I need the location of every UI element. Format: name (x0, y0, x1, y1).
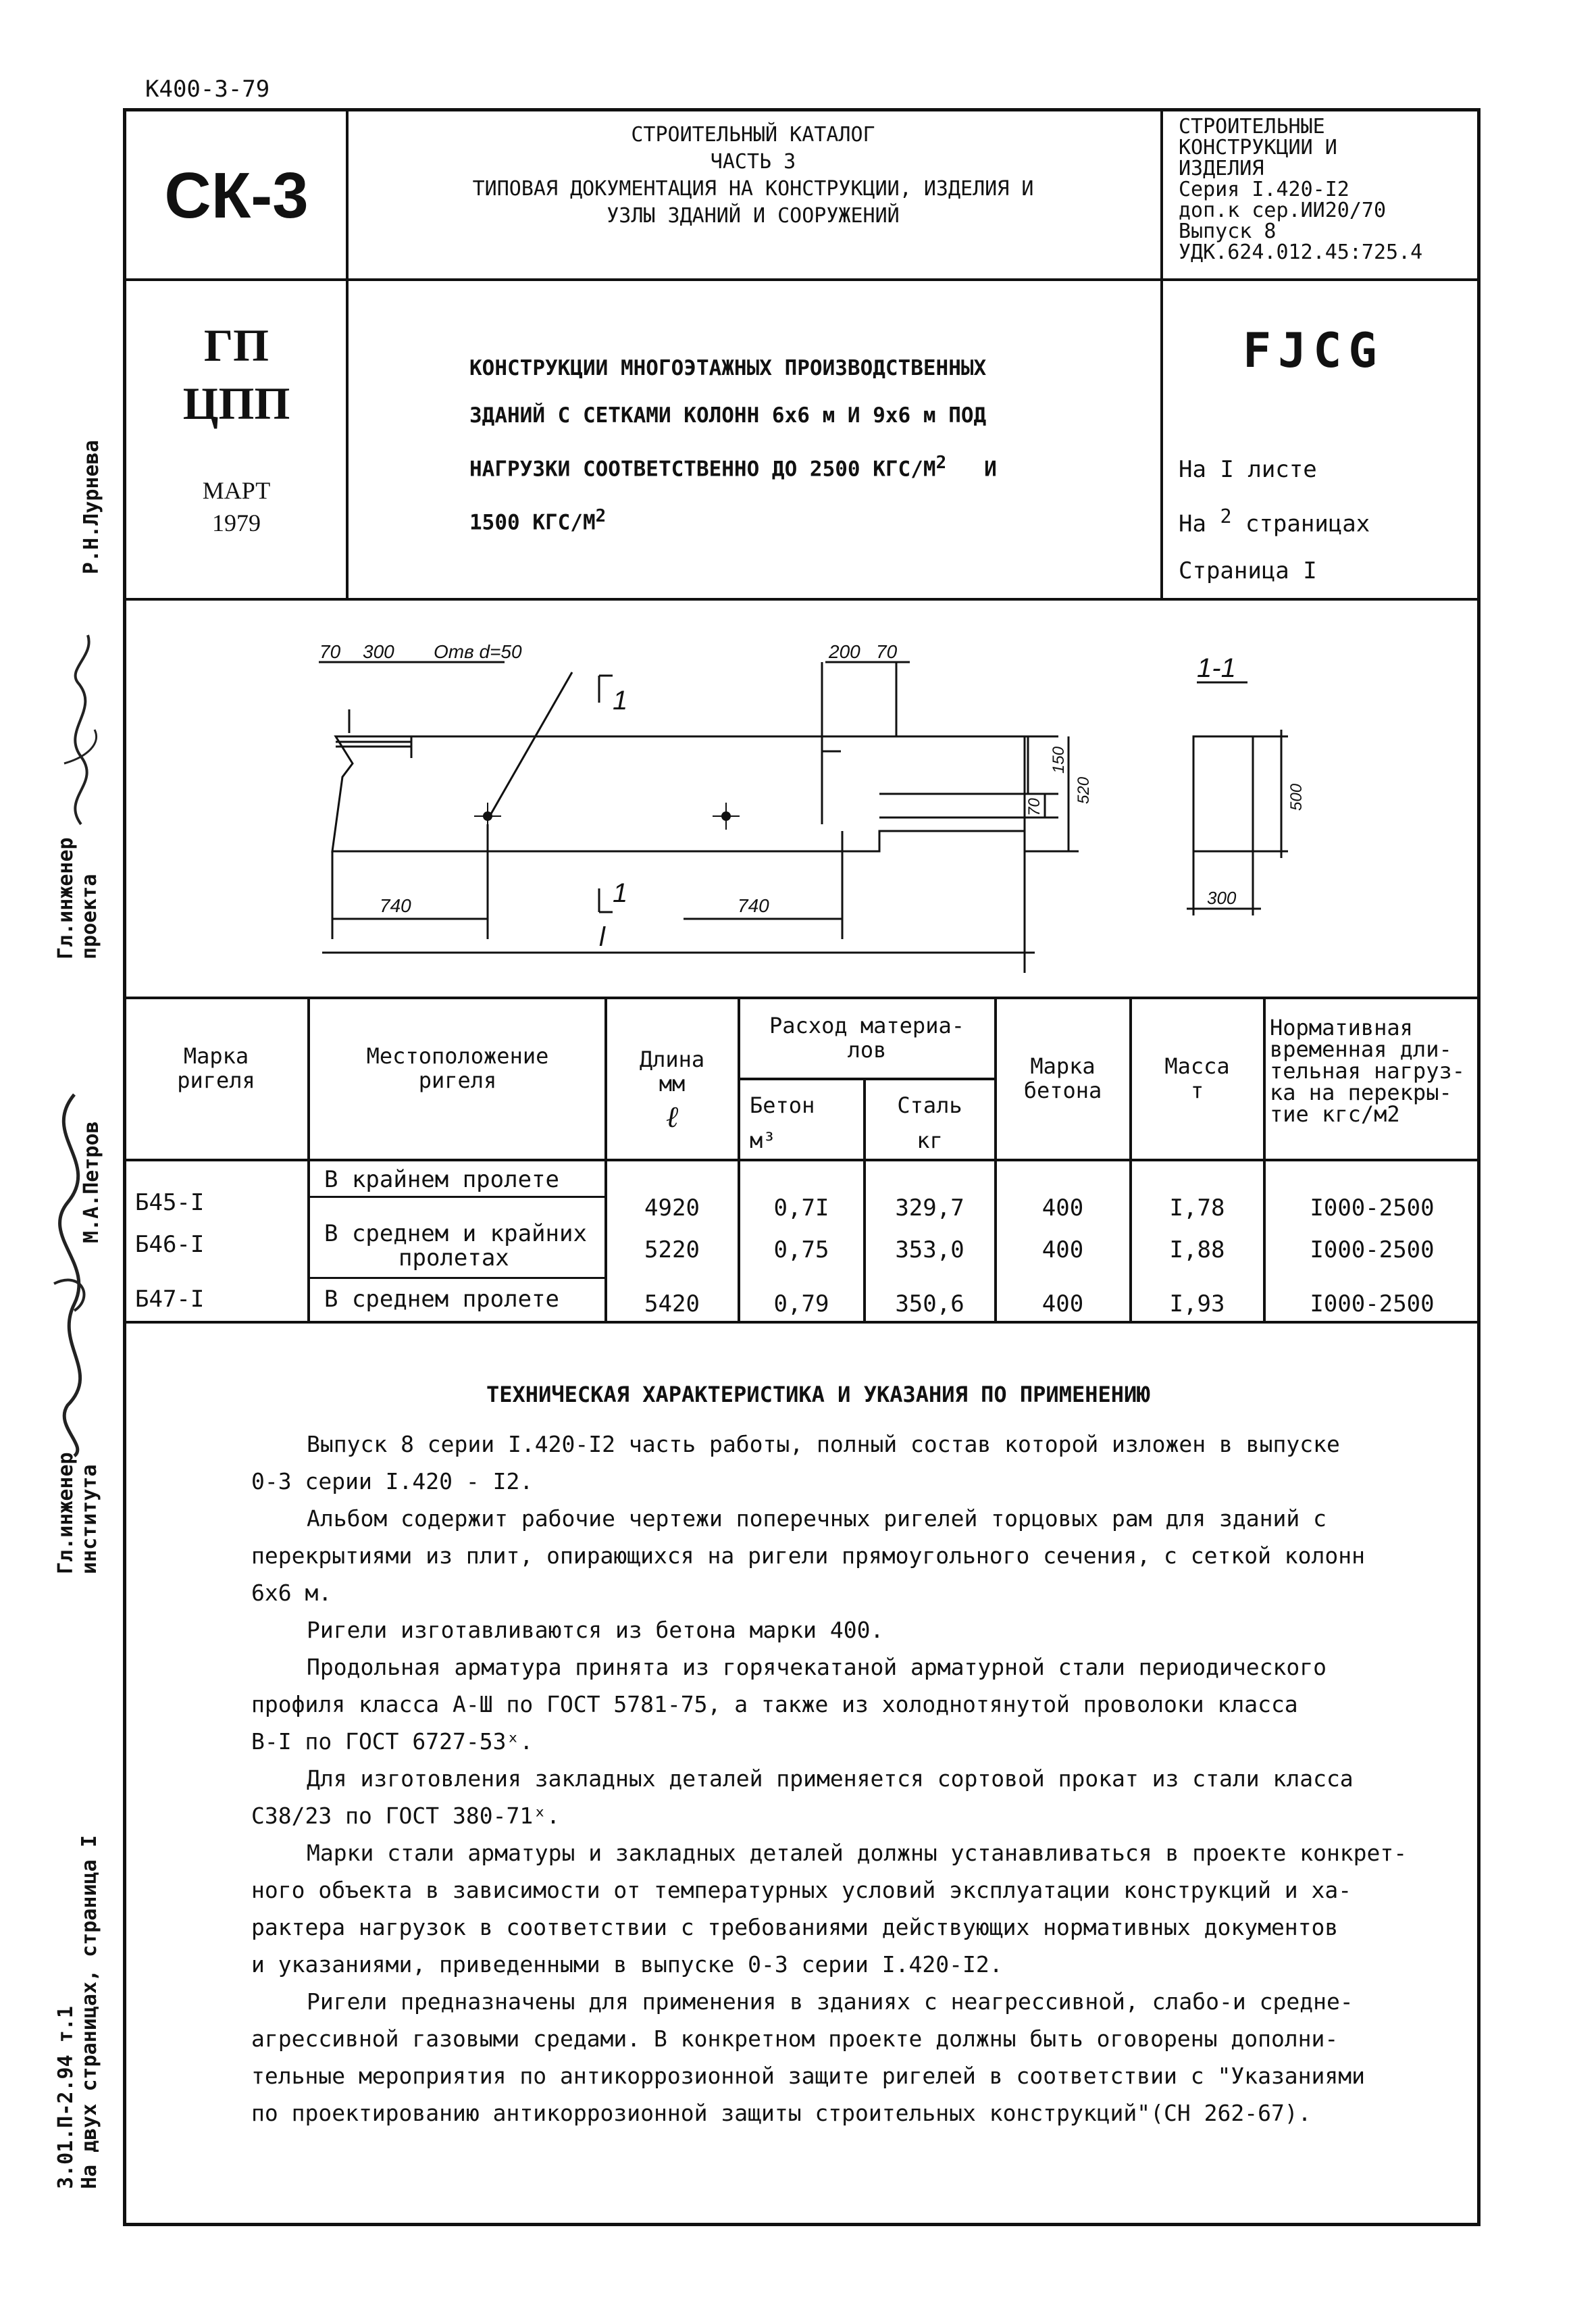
section-title: 1-1 (1197, 653, 1236, 683)
table-subheader-line (738, 1078, 994, 1080)
document-code: К400-3-79 (145, 76, 270, 103)
cell-load: I000-2500 (1310, 1236, 1435, 1263)
signature-1 (41, 628, 122, 838)
cell-mass: I,93 (1169, 1290, 1225, 1317)
dim-740-right: 740 (738, 895, 769, 916)
hole-label: Отв d=50 (434, 641, 522, 662)
table-col-5 (994, 997, 997, 1321)
header-divider (123, 278, 1481, 281)
signer-label: М.А.Петров (80, 1121, 103, 1243)
cell-mass: I,88 (1169, 1236, 1225, 1263)
cell-location: В среднем пролете (324, 1286, 559, 1313)
sheet-info: На I листе На $^2$ страницах Страница I (1179, 456, 1370, 585)
header-load: Нормативная временная дли- тельная нагруз- ка на перекры- тие кгс/м2 (1270, 1015, 1465, 1127)
cell-mark: Б47-I (135, 1286, 205, 1313)
cell-mark: Б45-I (135, 1189, 205, 1216)
cell-steel: 353,0 (895, 1236, 964, 1263)
beam-drawing (126, 601, 1477, 993)
header-concrete-grade: Марка бетона (1023, 1053, 1102, 1103)
tech-paragraph-3: Ригели изготавливаются из бетона марки 400. (307, 1617, 884, 1643)
cell-location: В среднем и крайних пролетах (324, 1220, 587, 1272)
section-mark-top: 1 (613, 686, 628, 715)
cell-mark: Б46-I (135, 1231, 205, 1258)
table-header-bottom (123, 1159, 1481, 1161)
issue-date: МАРТ 1979 (202, 477, 271, 536)
cell-load: I000-2500 (1310, 1290, 1435, 1317)
organization: ГП ЦПП (182, 320, 290, 429)
header-steel: Сталь кг (897, 1092, 962, 1153)
section-mark-bottom: 1 (613, 878, 628, 908)
cell-length: 4920 (644, 1194, 700, 1222)
row-divider (307, 1277, 604, 1279)
section-height: 500 (1287, 783, 1306, 811)
header-materials: Расход материа- лов (769, 1013, 964, 1063)
tech-paragraph-4: Продольная арматура принята из горячекатаной арматурной стали периодического профиля класса А-Ш по ГОСТ 5781-75, а также из холоднотянутой проволоки класса В-I по ГОСТ 6727-53ˣ. (251, 1654, 1327, 1755)
chief-engineer-project-label: Гл.инженер проекта (54, 837, 101, 959)
document-title: КОНСТРУКЦИИ МНОГОЭТАЖНЫХ ПРОИЗВОДСТВЕННЫХ ЗДАНИЙ С СЕТКАМИ КОЛОНН 6х6 м И 9х6 м ПОД НАГРУЗКИ СООТВЕТСТВЕННО ДО 2500 КГС/$М^2$ И 1500 КГС/$М^2$ (469, 356, 997, 535)
tech-paragraph-7: Ригели предназначены для применения в зданиях с неагрессивной, слабо-и средне- агрессивной газовыми средами. В конкретном проекте должны быть оговорены дополни- тельные мероприятия по антикоррозионной защите ригелей в соответствии с "Указаниями по проектированию антикоррозионной защиты строительных конструкций"(СН 262-67). (251, 1988, 1366, 2126)
tech-paragraph-6: Марки стали арматуры и закладных деталей должны устанавливаться в проекте конкрет- ного объекта в зависимости от температурных условий эксплуатации конструкций и ха- рактера нагрузок в соответствии с требованиями действующих нормативных документов и указаниями, приведенными в выпуске 0-3 серии I.420-I2. (251, 1840, 1408, 1978)
dim-length-l: l (599, 922, 605, 952)
cell-length: 5420 (644, 1290, 700, 1317)
table-col-2 (604, 997, 607, 1321)
cell-grade: 400 (1041, 1236, 1084, 1263)
header-col-divider-right (1160, 108, 1163, 598)
section-width: 300 (1207, 888, 1237, 908)
dim-200: 200 (829, 641, 860, 662)
table-top-line (123, 997, 1481, 999)
dim-150: 150 (1050, 746, 1068, 774)
table-col-6 (1129, 997, 1132, 1321)
footer-label: 3.01.П-2.94 т.1 На двух страницах, страница I (54, 1835, 101, 2189)
cell-steel: 350,6 (895, 1290, 964, 1317)
dim-70-left: 70 (319, 641, 341, 662)
header-bottom-line (123, 598, 1481, 601)
cell-mass: I,78 (1169, 1194, 1225, 1222)
catalog-code: СК-3 (164, 159, 309, 232)
dim-300-left: 300 (363, 641, 394, 662)
series-info: СТРОИТЕЛЬНЫЕ КОНСТРУКЦИИ И ИЗДЕЛИЯ Серия I.420-I2 доп.к сер.ИИ20/70 Выпуск 8 УДК.624.012.45:725.4 (1179, 115, 1423, 264)
header-mass: Масса т (1164, 1053, 1230, 1103)
tech-paragraph-5: Для изготовления закладных деталей применяется сортовой прокат из стали класса С38/23 по ГОСТ 380-71ˣ. (251, 1765, 1354, 1829)
dim-740-left: 740 (380, 895, 411, 916)
cell-length: 5220 (644, 1236, 700, 1263)
cell-location: В крайнем пролете (324, 1166, 559, 1193)
table-col-7 (1263, 997, 1266, 1321)
dim-70-bottom: 70 (1025, 798, 1044, 816)
cell-load: I000-2500 (1310, 1194, 1435, 1222)
author-label: Р.Н.Лурнева (80, 440, 103, 574)
signature-2 (27, 1081, 115, 1459)
header-col-divider-left (346, 108, 349, 598)
cell-concrete: 0,79 (773, 1290, 829, 1317)
header-concrete: Бетон м³ (750, 1092, 815, 1153)
tech-paragraph-2: Альбом содержит рабочие чертежи поперечных ригелей торцовых рам для зданий с перекрытиями из плит, опирающихся на ригели прямоугольного сечения, с сеткой колонн 6х6 м. (251, 1505, 1366, 1606)
row-divider (307, 1196, 604, 1198)
document-code-box: FJCG (1243, 323, 1384, 378)
header-length: Длина мм ℓ (639, 1047, 705, 1134)
table-bottom-line (123, 1321, 1481, 1324)
header-mark: Марка ригеля (177, 1043, 255, 1093)
dim-70-right: 70 (876, 641, 898, 662)
chief-engineer-institute-label: Гл.инженер института (54, 1452, 101, 1574)
dim-520: 520 (1075, 776, 1093, 804)
cell-concrete: 0,7I (773, 1194, 829, 1222)
tech-paragraph-1: Выпуск 8 серии I.420-I2 часть работы, полный состав которой изложен в выпуске 0-3 серии I.420 - I2. (251, 1431, 1340, 1494)
tech-heading: ТЕХНИЧЕСКАЯ ХАРАКТЕРИСТИКА И УКАЗАНИЯ ПО ПРИМЕНЕНИЮ (486, 1382, 1150, 1407)
table-col-1 (307, 997, 310, 1321)
catalog-title: СТРОИТЕЛЬНЫЙ КАТАЛОГ ЧАСТЬ 3 ТИПОВАЯ ДОКУМЕНТАЦИЯ НА КОНСТРУКЦИИ, ИЗДЕЛИЯ И УЗЛЫ ЗДАНИЙ И СООРУЖЕНИЙ (472, 123, 1034, 228)
cell-steel: 329,7 (895, 1194, 964, 1222)
cell-grade: 400 (1041, 1194, 1084, 1222)
cell-concrete: 0,75 (773, 1236, 829, 1263)
header-location: Местоположение ригеля (366, 1043, 549, 1093)
cell-grade: 400 (1041, 1290, 1084, 1317)
